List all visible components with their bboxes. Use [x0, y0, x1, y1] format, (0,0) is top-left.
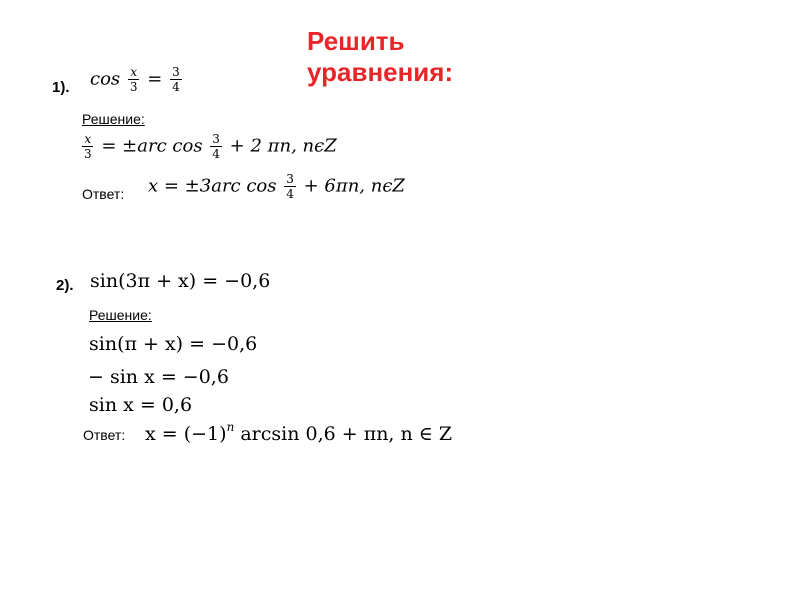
problem-1-equation: cos $\frac{x}{3}$ = $\frac{3}{4}$ [90, 65, 180, 94]
fraction-3-over-4: $\frac{3}{4}$ [172, 65, 180, 94]
problem-1-answer-label: Ответ: [82, 186, 125, 202]
problem-2-step-2: − sin x = −0,6 [88, 366, 229, 388]
cos-function: cos [90, 68, 121, 90]
problem-2-equation: sin(3π + x) = −0,6 [90, 270, 271, 292]
page-title: Решить уравнения: [307, 26, 454, 87]
problem-2-step-3: sin x = 0,6 [89, 394, 193, 416]
fraction-x-over-3: $\frac{x}{3}$ [129, 65, 138, 94]
problem-1-solution-label: Решение: [82, 111, 145, 127]
problem-1-number: 1). [52, 79, 70, 96]
fraction-x-over-3: $\frac{x}{3}$ [84, 132, 92, 161]
problem-2-step-1: sin(π + x) = −0,6 [89, 333, 258, 355]
problem-2-number: 2). [56, 277, 74, 294]
problem-1-solution: $\frac{x}{3}$ = ±arc cos $\frac{3}{4}$ + 2 πn, nϵZ [84, 132, 337, 161]
problem-2-solution-label: Решение: [89, 307, 152, 323]
problem-2-answer: $x = (-1)^n$ arcsin 0,6 + πn, n ∈ Z [145, 420, 453, 445]
problem-2-answer-label: Ответ: [83, 427, 126, 443]
fraction-3-over-4: $\frac{3}{4}$ [212, 132, 220, 161]
problem-1-answer: x = ±3arc cos $\frac{3}{4}$ + 6πn, nϵZ [148, 172, 405, 201]
fraction-3-over-4: $\frac{3}{4}$ [286, 172, 294, 201]
